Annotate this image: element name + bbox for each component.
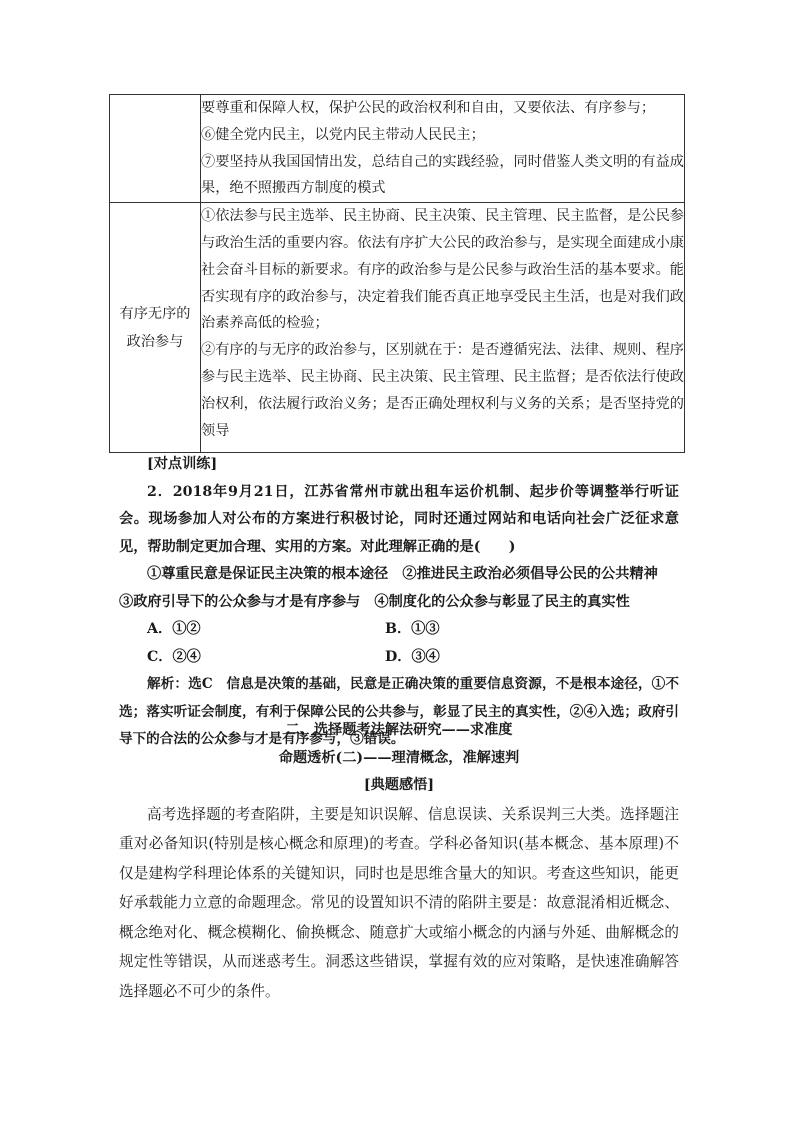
training-section	[119, 451, 679, 754]
row-label-line: 政治参与	[126, 333, 184, 350]
table-cell-content	[201, 95, 685, 203]
section-subtitle: 命题透析(二)——理清概念，准解速判	[278, 749, 520, 766]
table-line: 要尊重和保障人权，保护公民的政治权利和自由，又要依法、有序参与；	[201, 100, 656, 116]
table-line: ⑥健全党内民主，以党内民主带动人民民主；	[201, 126, 485, 143]
section-tag: [典题感悟]	[363, 777, 435, 793]
option-a: A．①②	[147, 621, 201, 637]
analysis-text: 解析：选C 信息是决策的基础，民意是正确决策的重要信息资源，不是根本途径，①不选；落实听证会制度，有利于保障公民的公共参与，彰显了民主的真实性，②④入选；政府引导下的合法的公众参与才是有序参与，③错误。	[119, 676, 679, 747]
row-label-line: 有序无序的	[119, 305, 191, 322]
statement-line: ①尊重民意是保证民主决策的根本途径 ②推进民主政治必须倡导公民的公共精神	[147, 566, 658, 582]
table-cell-empty	[110, 95, 201, 203]
section-body: 高考选择题的考查陷阱，主要是知识误解、信息误读、关系误判三大类。选择题注重对必备知识(特别是核心概念和原理)的考查。学科必备知识(基本概念、基本原理)不仅是建构学科理论体系的关键知识，同时也是思维含量大的知识。考查这些知识，能更好承载能力立意的命题理念。常见的设置知识不清的陷阱主要是：故意混淆相近概念、概念绝对化、概念模糊化、偷换概念、随意扩大或缩小概念的内涵与外延、曲解概念的规定性等错误，从而迷惑考生。洞悉这些错误，掌握有效的应对策略，是快速准确解答选择题必不可少的条件。	[119, 805, 679, 1000]
table-row-label	[110, 203, 201, 453]
option-c: C．②④	[147, 648, 201, 665]
question-text: 2．2018年9月21日，江苏省常州市就出租车运价机制、起步价等调整举行听证会。现场参加人对公布的方案进行积极讨论，同时还通过网站和电话向社会广泛征求意见，帮助制定更加合理、实用的方案。对此理解正确的是( )	[119, 483, 679, 555]
section-title: 二、选择题考法解法研究——求准度	[285, 722, 513, 738]
table-line: ⑦要坚持从我国国情出发，总结自己的实践经验，同时借鉴人类文明的有益成果，绝不照搬西方制度的模式	[201, 153, 684, 197]
comparison-table	[109, 94, 685, 453]
option-d: D．③④	[385, 648, 440, 665]
table-paragraph: ①依法参与民主选举、民主协商、民主决策、民主管理、民主监督，是公民参与政治生活的重要内容。依法有序扩大公民的政治参与，是实现全面建成小康社会奋斗目标的新要求。有序的政治参与是公民参与政治生活的基本要求。能否实现有序的政治参与，决定着我们能否真正地享受民主生活，也是对我们政治素养高低的检验；	[201, 208, 684, 332]
option-b: B．①③	[385, 621, 440, 637]
table-row	[110, 95, 685, 203]
method-section	[119, 717, 679, 1006]
statement-line: ③政府引导下的公众参与才是有序参与 ④制度化的公众参与彰显了民主的真实性	[119, 593, 630, 610]
table-row	[110, 203, 685, 453]
options-row	[119, 644, 679, 672]
table-paragraph: ②有序的与无序的政治参与，区别就在于：是否遵循宪法、法律、规则、程序参与民主选举、民主协商、民主决策、民主管理、民主监督；是否依法行使政治权利，依法履行政治义务；是否正确处理权利与义务的关系；是否坚持党的领导	[201, 342, 684, 439]
training-heading: [对点训练]	[147, 456, 218, 472]
table-cell-content	[201, 203, 685, 453]
options-row	[119, 616, 679, 644]
